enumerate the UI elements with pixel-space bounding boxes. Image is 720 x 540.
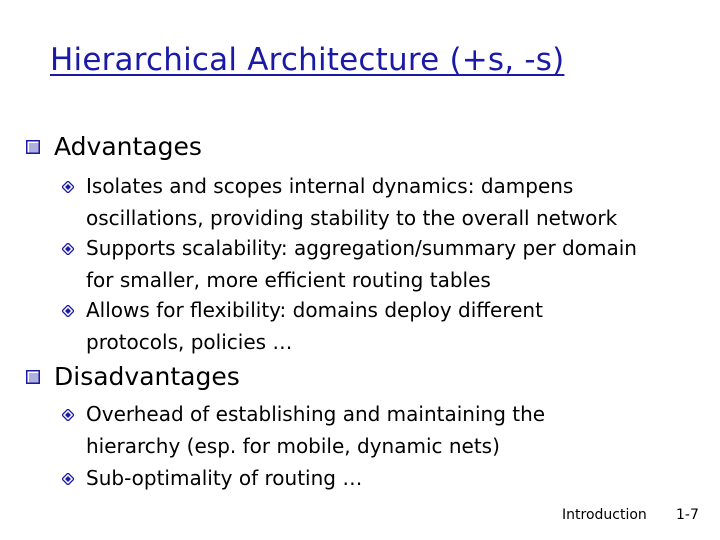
section-heading-advantages xyxy=(26,132,202,161)
list-item xyxy=(62,170,702,234)
list-item-text: Supports scalability: aggregation/summary per domain for smaller, more efficient routing tables xyxy=(86,236,637,292)
list-item xyxy=(62,398,702,462)
diamond-bullet-icon xyxy=(62,243,74,255)
list-item-text: Isolates and scopes internal dynamics: dampens oscillations, providing stability to the overall network xyxy=(86,174,618,230)
footer-section-label: Introduction xyxy=(562,507,647,523)
list-item-text: Allows for flexibility: domains deploy different protocols, policies … xyxy=(86,298,543,354)
section-heading-label: Disadvantages xyxy=(54,362,240,391)
list-item-text: Overhead of establishing and maintaining the hierarchy (esp. for mobile, dynamic nets) xyxy=(86,402,546,458)
list-item xyxy=(62,232,702,296)
diamond-bullet-icon xyxy=(62,181,74,193)
list-item xyxy=(62,462,702,494)
square-box-bullet-icon xyxy=(26,140,40,154)
list-item xyxy=(62,294,702,358)
footer-page-number: 1-7 xyxy=(676,507,699,523)
section-heading-label: Advantages xyxy=(54,132,202,161)
diamond-bullet-icon xyxy=(62,473,74,485)
list-item-text: Sub-optimality of routing … xyxy=(86,466,363,490)
section-heading-disadvantages xyxy=(26,362,240,391)
square-box-bullet-icon xyxy=(26,370,40,384)
slide-title: Hierarchical Architecture (+s, -s) xyxy=(50,42,565,78)
diamond-bullet-icon xyxy=(62,409,74,421)
diamond-bullet-icon xyxy=(62,305,74,317)
